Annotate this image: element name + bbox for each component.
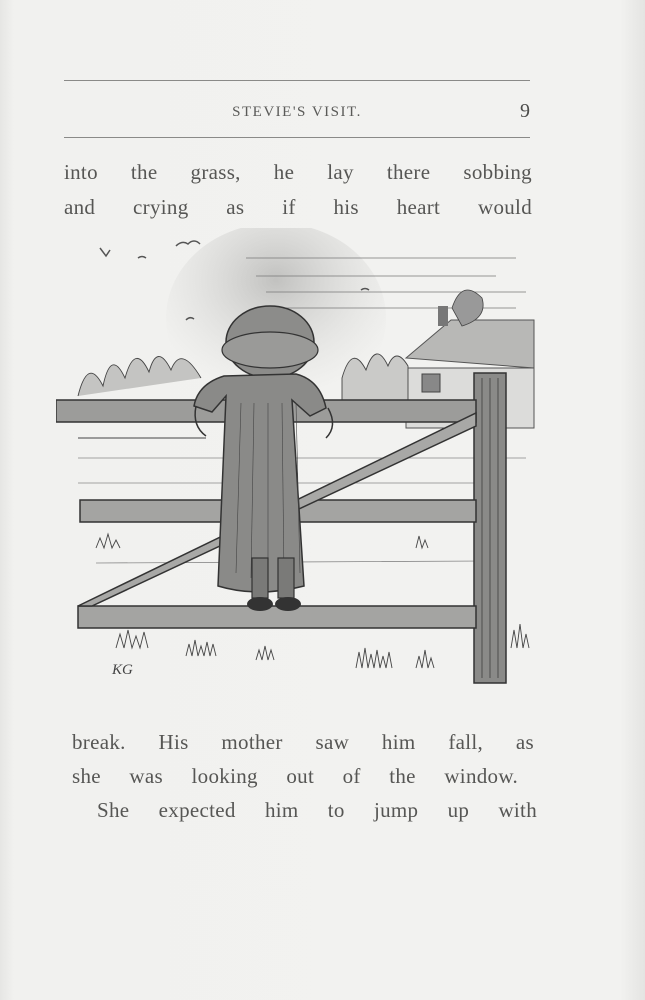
header-rule-top: [64, 80, 530, 81]
text-line-5: She expected him to jump up with: [97, 798, 537, 822]
running-head: [64, 102, 530, 126]
text-line-3: break. His mother saw him fall, as: [72, 730, 534, 754]
header-rule-bottom: [64, 137, 530, 138]
running-title: STEVIE'S VISIT.: [232, 104, 362, 120]
illustration-boy-on-gate: [56, 228, 540, 703]
text-line-4: she was looking out of the window.: [72, 764, 518, 788]
page-number: 9: [520, 100, 530, 122]
text-line-1: into the grass, he lay there sobbing: [64, 160, 532, 184]
grass: [96, 534, 529, 668]
text-line-2: and crying as if his heart would: [64, 195, 532, 219]
artist-monogram: KG: [112, 662, 133, 678]
